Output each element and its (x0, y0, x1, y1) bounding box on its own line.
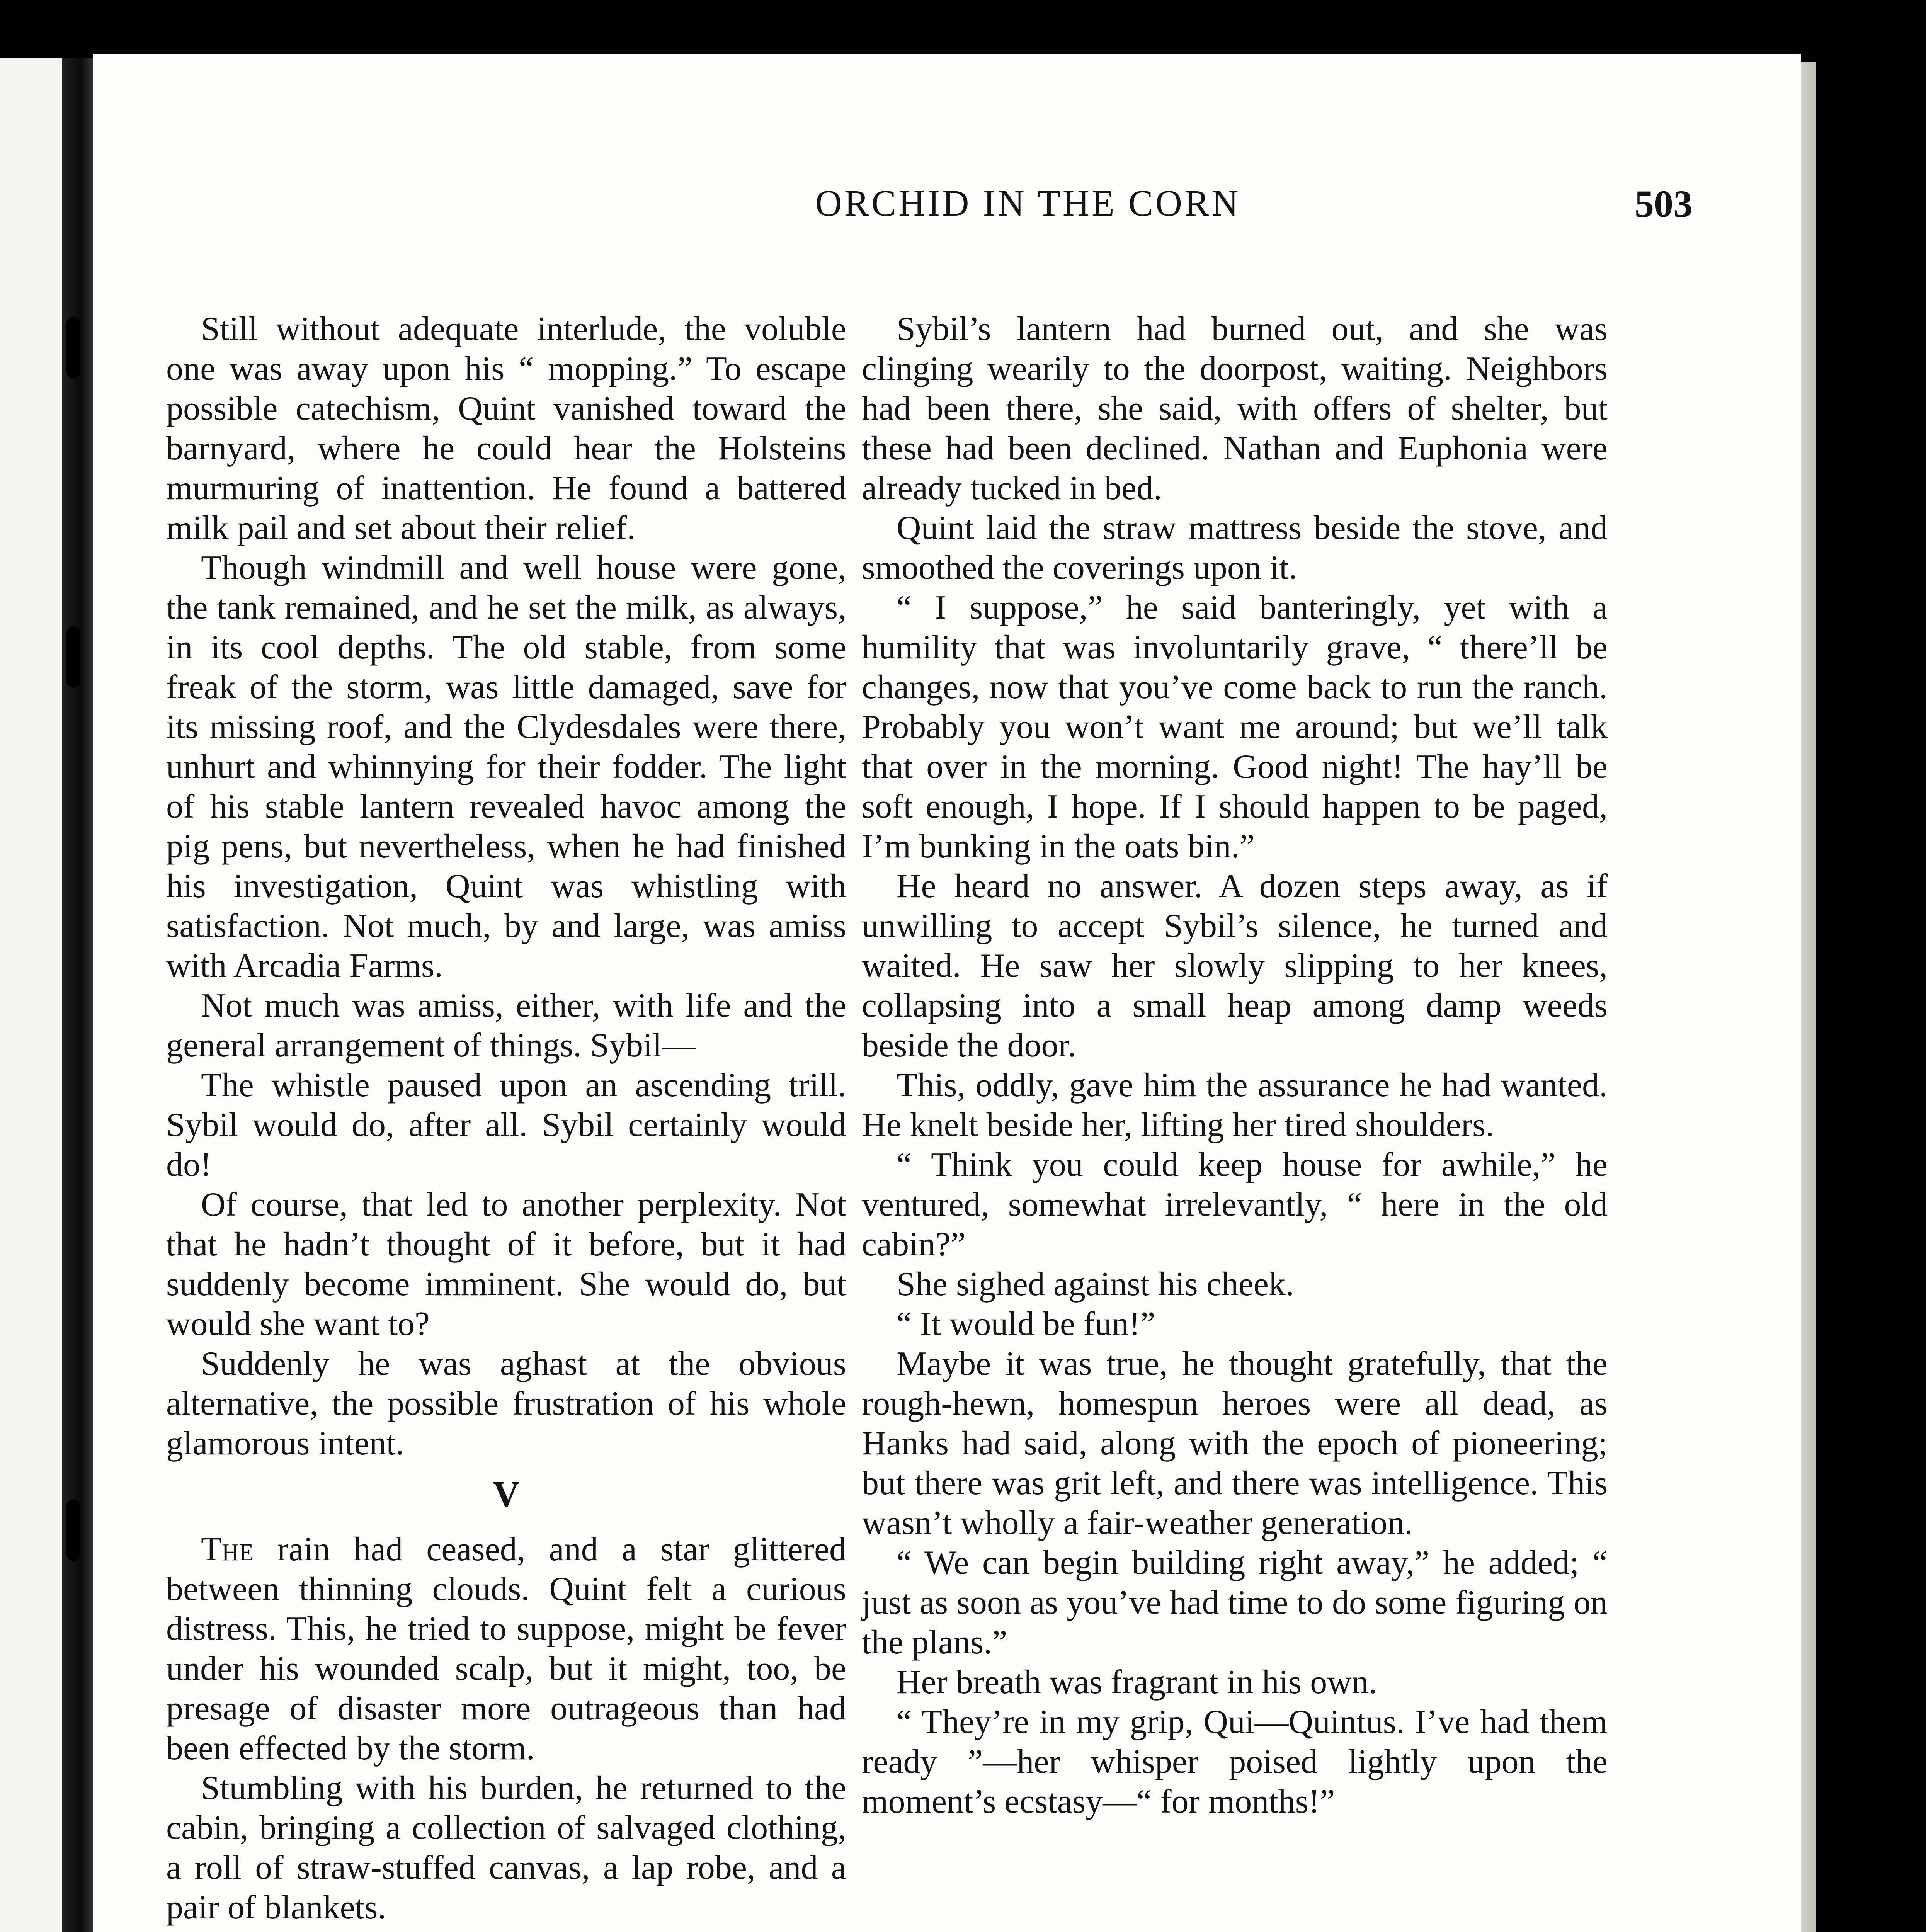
paragraph: “ It would be fun!” (897, 1305, 1155, 1343)
section-heading: V (493, 1473, 520, 1515)
paragraph: Of course, that led to another perplexity. Not that he hadn’t thought of it before, but it had suddenly become imminent. She would do, but would she want to? (166, 1186, 846, 1343)
running-title: ORCHID IN THE CORN (815, 182, 1241, 224)
paragraph: “ I suppose,” he said banteringly, yet with a humility that was involuntarily grave, “ there’ll be changes, now that you’ve come back to run the ranch. Probably you won’t want me around; but we’ll talk that over in the morning. Good night! The hay’ll be soft enough, I hope. If I should happen to be paged, I’m bunking in the oats bin.” (862, 589, 1608, 865)
spine-mark (66, 317, 80, 379)
spine-mark (66, 626, 80, 688)
paragraph: “ Think you could keep house for awhile,” he ventured, somewhat irrelevantly, “ here in the old cabin?” (862, 1146, 1608, 1263)
opening-smallcaps: The (201, 1531, 254, 1568)
paragraph: Still without adequate interlude, the voluble one was away upon his “ mopping.” To escape possible catechism, Quint vanished toward the barnyard, where he could hear the Holsteins murmuring of inattention. He found a battered milk pail and set about their relief. (166, 310, 846, 547)
paragraph: Suddenly he was aghast at the obvious alternative, the possible frustration of his whole glamorous intent. (166, 1345, 846, 1462)
page-number: 503 (1635, 182, 1693, 225)
paragraph: Quint laid the straw mattress beside the stove, and smoothed the coverings upon it. (862, 509, 1608, 587)
paragraph: Her breath was fragrant in his own. (897, 1663, 1377, 1701)
right-column (862, 309, 1608, 1821)
paragraph: This, oddly, gave him the assurance he had wanted. He knelt beside her, lifting her tired shoulders. (862, 1066, 1608, 1144)
spine-mark (66, 1499, 80, 1561)
section-opening-paragraph (166, 1529, 846, 1768)
paragraph: The whistle paused upon an ascending trill. Sybil would do, after all. Sybil certainly would do! (166, 1066, 846, 1184)
paragraph: Sybil’s lantern had burned out, and she was clinging wearily to the doorpost, waiting. Neighbors had been there, she said, with offers of shelter, but these had been declined. Nathan and Euphonia were already tucked in bed. (862, 310, 1608, 507)
paragraph: “ We can begin building right away,” he added; “ just as soon as you’ve had time to do some figuring on the plans.” (862, 1544, 1608, 1661)
paragraph: “ They’re in my grip, Qui—Quintus. I’ve had them ready ”—her whisper poised lightly upon the moment’s ecstasy—“ for months!” (862, 1703, 1608, 1820)
paragraph: She sighed against his cheek. (897, 1265, 1294, 1303)
paragraph: Not much was amiss, either, with life and the general arrangement of things. Sybil— (166, 987, 846, 1064)
paragraph: He heard no answer. A dozen steps away, as if unwilling to accept Sybil’s silence, he turned and waited. He saw her slowly slipping to her knees, collapsing into a small heap among damp weeds beside the door. (862, 867, 1608, 1064)
left-column (166, 309, 846, 1927)
opening-text: rain had ceased, and a star glittered between thinning clouds. Quint felt a curious distress. This, he tried to suppose, might be fever under his wounded scalp, but it might, too, be presage of disaster more outrageous than had been effected by the storm. (166, 1531, 846, 1767)
paragraph: Maybe it was true, he thought gratefully, that the rough-hewn, homespun heroes were all dead, as Hanks had said, along with the epoch of pioneering; but there was grit left, and there was intelligence. This wasn’t wholly a fair-weather generation. (862, 1345, 1608, 1542)
paragraph: Though windmill and well house were gone, the tank remained, and he set the milk, as always, in its cool depths. The old stable, from some freak of the storm, was little damaged, save for its missing roof, and the Clydesdales were there, unhurt and whinnying for their fodder. The light of his stable lantern revealed havoc among the pig pens, but nevertheless, when he had finished his investigation, Quint was whistling with satisfaction. Not much, by and large, was amiss with Arcadia Farms. (166, 549, 846, 985)
paragraph: Stumbling with his burden, he returned to the cabin, bringing a collection of salvaged clothing, a roll of straw-stuffed canvas, a lap robe, and a pair of blankets. (166, 1769, 846, 1926)
